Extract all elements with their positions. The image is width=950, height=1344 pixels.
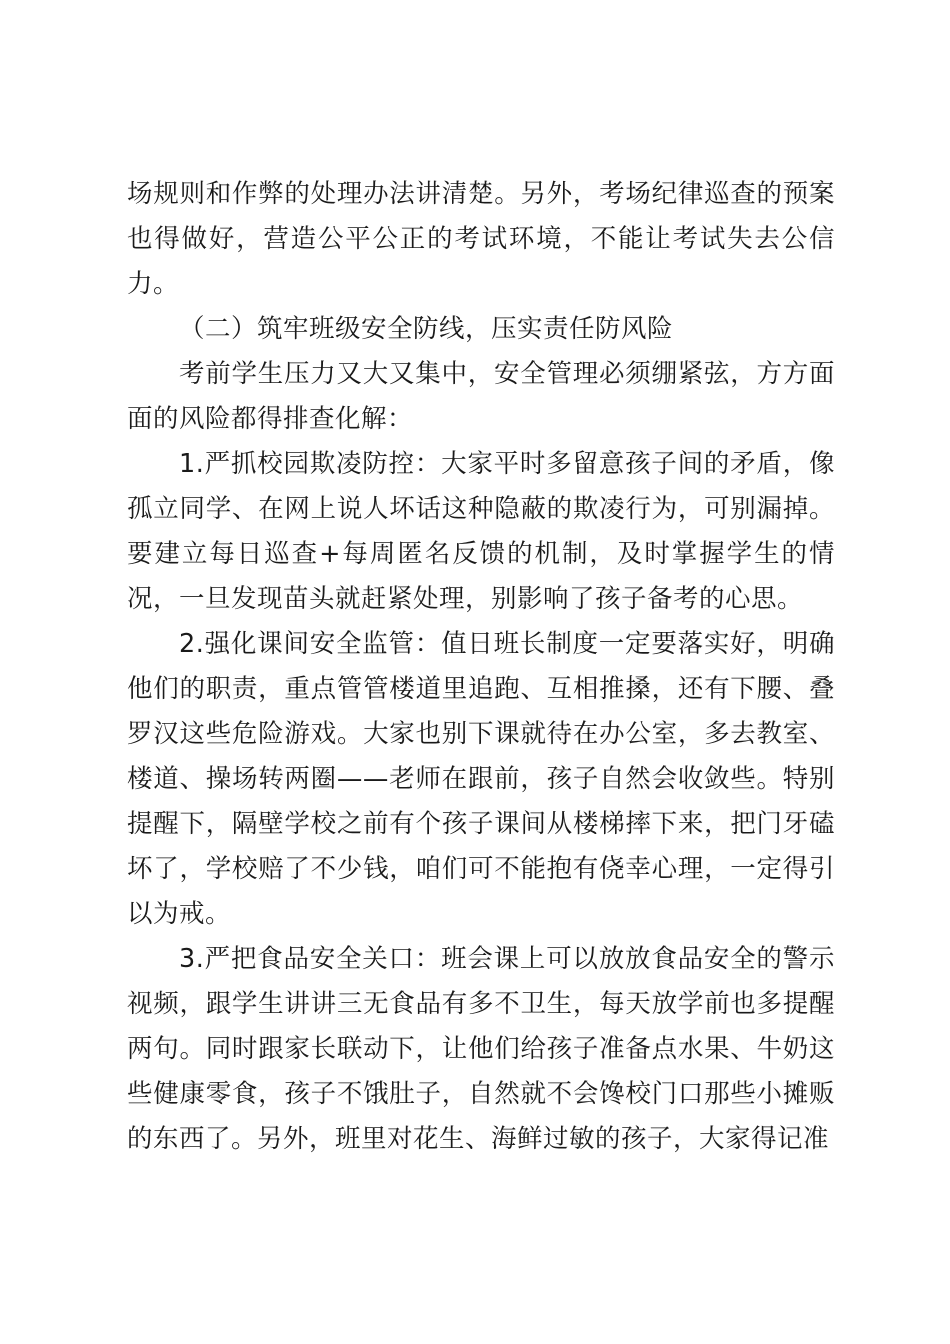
list-item-bullying-prevention: 1.严抓校园欺凌防控：大家平时多留意孩子间的矛盾，像孤立同学、在网上说人坏话这种隐蔽的欺凌行为，可别漏掉。要建立每日巡查+每周匿名反馈的机制，及时掌握学生的情况，一旦发现苗头就赶紧处理，别影响了孩子备考的心思。: [127, 449, 835, 614]
list-item-food-safety: 3.严把食品安全关口：班会课上可以放放食品安全的警示视频，跟学生讲讲三无食品有多不卫生，每天放学前也多提醒两句。同时跟家长联动下，让他们给孩子准备点水果、牛奶这些健康零食，孩子不饿肚子，自然就不会馋校门口那些小摊贩的东西了。另外，班里对花生、海鲜过敏的孩子，大家得记准: [127, 944, 835, 1154]
document-body: [127, 172, 835, 1162]
paragraph-intro: 考前学生压力又大又集中，安全管理必须绷紧弦，方方面面的风险都得排查化解：: [127, 359, 835, 434]
paragraph-continuation: 场规则和作弊的处理办法讲清楚。另外，考场纪律巡查的预案也得做好，营造公平公正的考试环境，不能让考试失去公信力。: [127, 179, 835, 299]
section-heading: （二）筑牢班级安全防线，压实责任防风险: [179, 314, 674, 344]
list-item-recess-safety: 2.强化课间安全监管：值日班长制度一定要落实好，明确他们的职责，重点管管楼道里追跑、互相推搡，还有下腰、叠罗汉这些危险游戏。大家也别下课就待在办公室，多去教室、楼道、操场转两圈——老师在跟前，孩子自然会收敛些。特别提醒下，隔壁学校之前有个孩子课间从楼梯摔下来，把门牙磕坏了，学校赔了不少钱，咱们可不能抱有侥幸心理，一定得引以为戒。: [127, 629, 835, 929]
